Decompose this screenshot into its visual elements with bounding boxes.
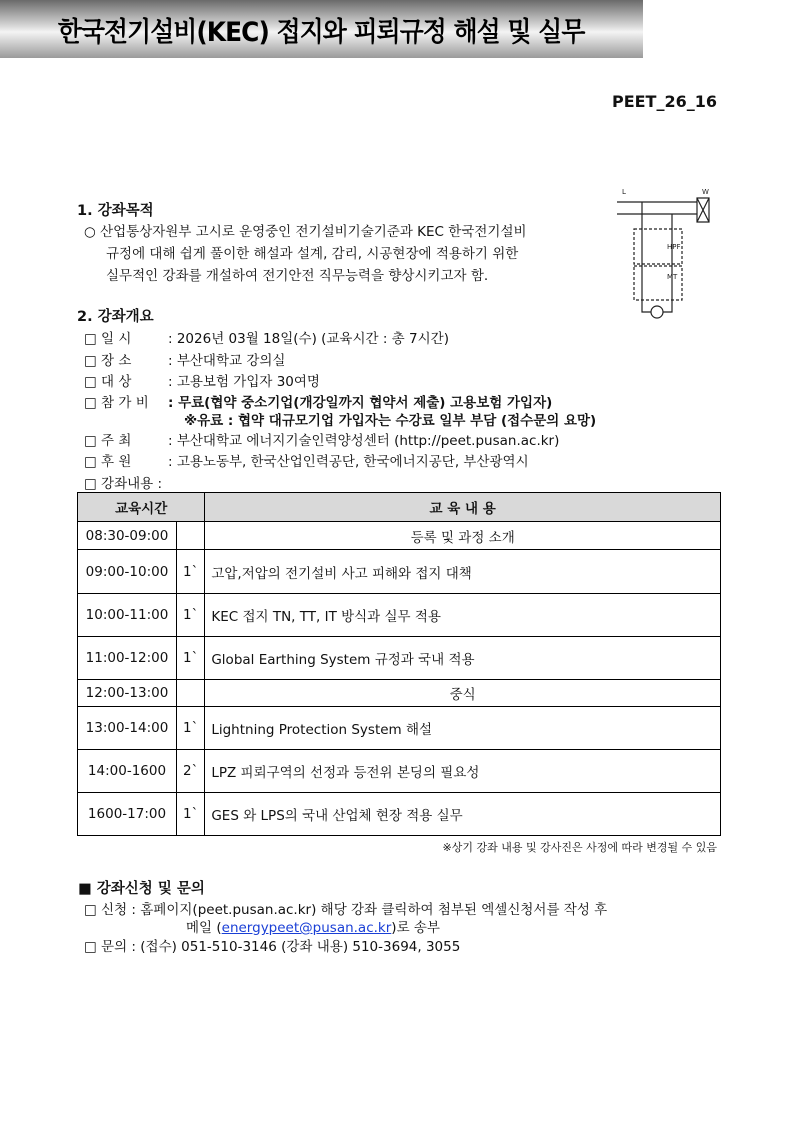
- row-hours: [177, 522, 205, 550]
- overview-item-place: □ 장 소 : 부산대학교 강의실: [84, 353, 286, 369]
- apply-email-line: 메일 (energypeet@pusan.ac.kr)로 송부: [186, 920, 440, 936]
- svg-text:L: L: [622, 188, 626, 196]
- overview-item-date: □ 일 시 : 2026년 03월 18일(수) (교육시간 : 총 7시간): [84, 331, 449, 347]
- row-hours: [177, 680, 205, 707]
- row-time: 08:30-09:00: [78, 522, 177, 550]
- header-content: 교 육 내 용: [205, 493, 721, 522]
- row-time: 1600-17:00: [78, 793, 177, 836]
- overview-item-host: □ 주 최 : 부산대학교 에너지기술인력양성센터 (http://peet.pusan.ac.kr): [84, 433, 560, 449]
- header-time: 교육시간: [78, 493, 205, 522]
- page-title: 한국전기설비(KEC) 접지와 피뢰규정 해설 및 실무: [58, 16, 585, 48]
- change-note: ※상기 강좌 내용 및 강사진은 사정에 따라 변경될 수 있음: [442, 841, 717, 854]
- row-content: Global Earthing System 규정과 국내 적용: [205, 637, 721, 680]
- document-code: PEET_26_16: [611, 92, 717, 111]
- table-row: [78, 637, 721, 680]
- row-time: 11:00-12:00: [78, 637, 177, 680]
- row-content: GES 와 LPS의 국내 산업체 현장 적용 실무: [205, 793, 721, 836]
- row-hours: 1`: [177, 637, 205, 680]
- overview-fee-note: ※유료 : 협약 대규모기업 가입자는 수강료 일부 부담 (접수문의 요망): [184, 413, 597, 429]
- purpose-line: 실무적인 강좌를 개설하여 전기안전 직무능력을 향상시키고자 함.: [106, 268, 489, 284]
- table-row: [78, 793, 721, 836]
- row-hours: 1`: [177, 594, 205, 637]
- row-time: 09:00-10:00: [78, 550, 177, 594]
- overview-item-content: □ 강좌내용 :: [84, 476, 163, 492]
- section2-heading: 2. 강좌개요: [77, 309, 154, 325]
- row-time: 13:00-14:00: [78, 707, 177, 750]
- table-row: [78, 522, 721, 550]
- table-row: [78, 550, 721, 594]
- row-content: 고압,저압의 전기설비 사고 피해와 접지 대책: [205, 550, 721, 594]
- purpose-line: ○ 산업통상자원부 고시로 운영중인 전기설비기술기준과 KEC 한국전기설비: [84, 224, 527, 240]
- circuit-diagram: [612, 184, 717, 324]
- table-row: [78, 750, 721, 793]
- row-content: KEC 접지 TN, TT, IT 방식과 실무 적용: [205, 594, 721, 637]
- overview-item-sponsor: □ 후 원 : 고용노동부, 한국산업인력공단, 한국에너지공단, 부산광역시: [84, 454, 529, 470]
- overview-item-target: □ 대 상 : 고용보험 가입자 30여명: [84, 374, 320, 390]
- table-row: [78, 680, 721, 707]
- row-time: 14:00-1600: [78, 750, 177, 793]
- row-content: 등록 및 과정 소개: [205, 522, 721, 550]
- email-link[interactable]: energypeet@pusan.ac.kr: [221, 920, 392, 936]
- contact-line: □ 문의 : (접수) 051-510-3146 (강좌 내용) 510-3694, 3055: [84, 939, 461, 955]
- row-hours: 2`: [177, 750, 205, 793]
- apply-heading: ■ 강좌신청 및 문의: [78, 881, 205, 897]
- row-time: 10:00-11:00: [78, 594, 177, 637]
- row-hours: 1`: [177, 550, 205, 594]
- overview-item-fee: □ 참 가 비 : 무료(협약 중소기업(개강일까지 협약서 제출) 고용보험 가입자): [84, 395, 553, 411]
- svg-text:HPF: HPF: [667, 243, 681, 251]
- section1-heading: 1. 강좌목적: [77, 203, 154, 219]
- row-content: LPZ 피뢰구역의 선정과 등전위 본딩의 필요성: [205, 750, 721, 793]
- schedule-table: [77, 492, 721, 836]
- row-content: 중식: [205, 680, 721, 707]
- table-row: [78, 707, 721, 750]
- table-row: [78, 594, 721, 637]
- row-hours: 1`: [177, 793, 205, 836]
- svg-text:W: W: [702, 188, 709, 196]
- row-content: Lightning Protection System 해설: [205, 707, 721, 750]
- svg-text:MT: MT: [667, 273, 678, 281]
- apply-line: □ 신청 : 홈페이지(peet.pusan.ac.kr) 해당 강좌 클릭하여 첨부된 엑셀신청서를 작성 후: [84, 902, 608, 918]
- purpose-line: 규정에 대해 쉽게 풀이한 해설과 설계, 감리, 시공현장에 적용하기 위한: [106, 246, 519, 262]
- row-time: 12:00-13:00: [78, 680, 177, 707]
- row-hours: 1`: [177, 707, 205, 750]
- title-banner: [0, 0, 643, 58]
